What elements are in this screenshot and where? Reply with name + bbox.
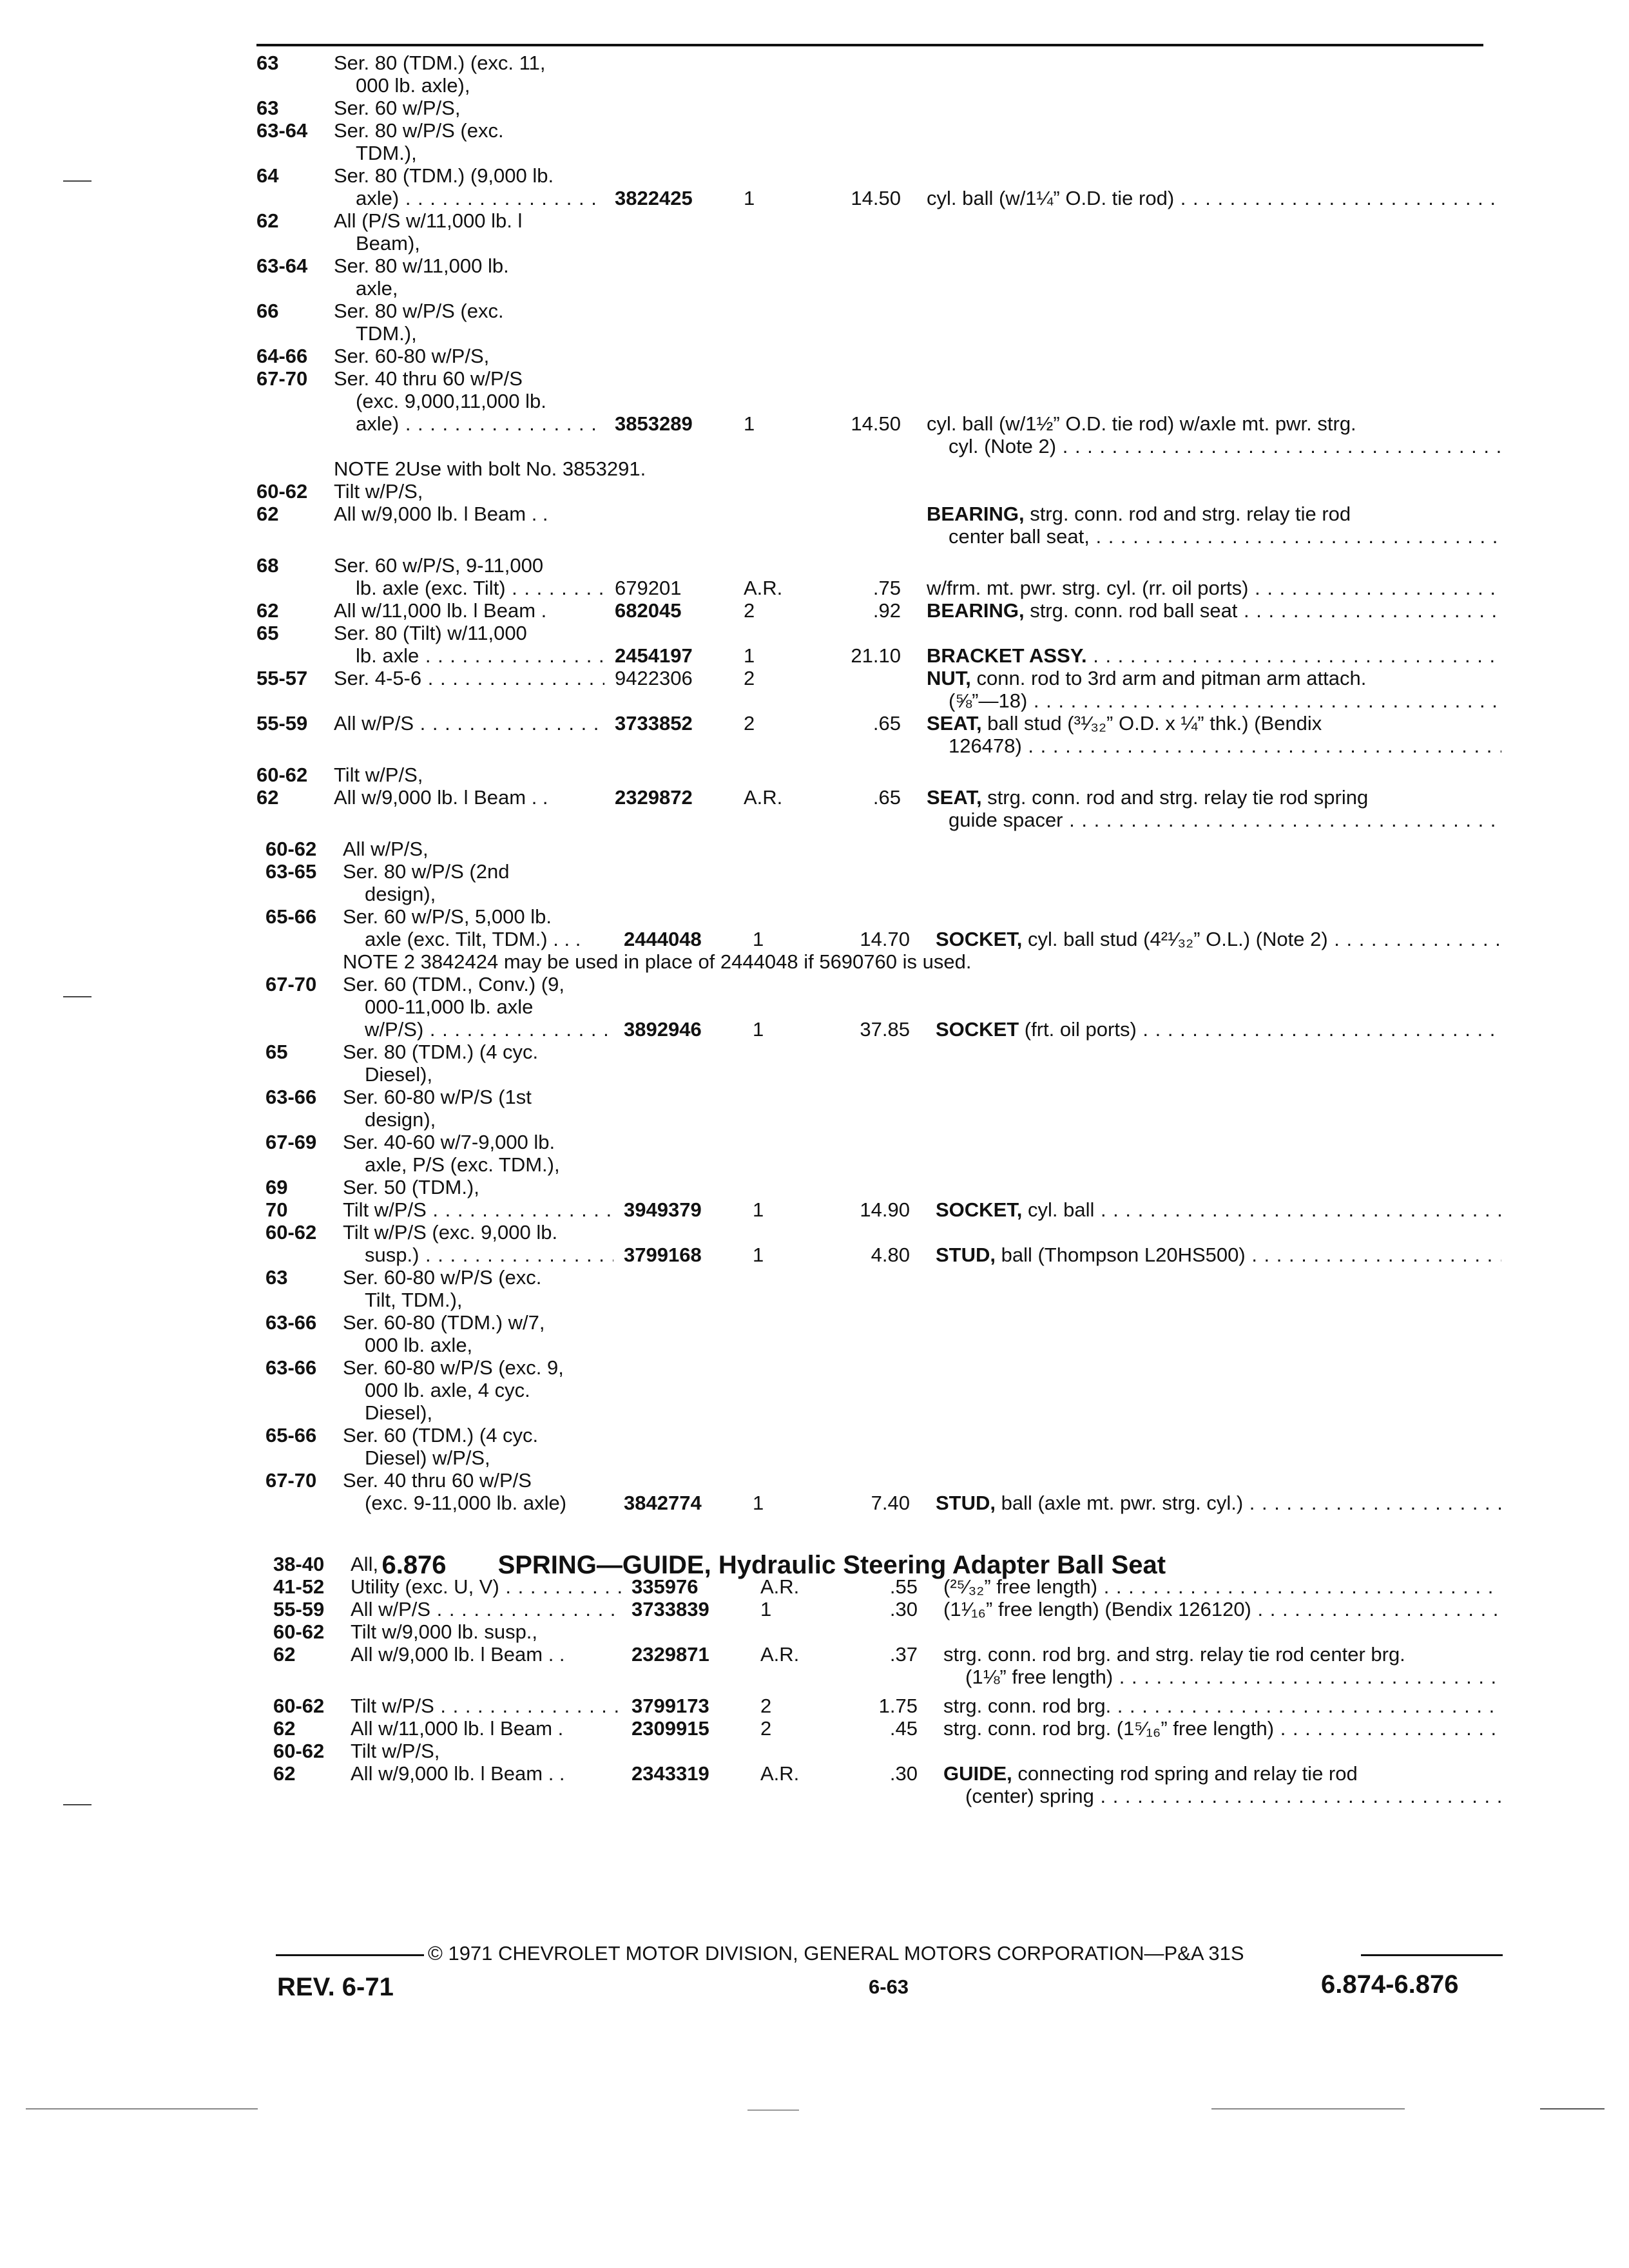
item-noun: BRACKET ASSY.: [927, 644, 1087, 667]
application-description: Ser. 40 thru 60 w/P/S: [334, 367, 523, 390]
list-price: 4.80: [871, 1244, 910, 1266]
application-description: design),: [365, 1108, 436, 1131]
item-description: [927, 599, 1501, 622]
application-description: Tilt w/P/S,: [334, 480, 423, 503]
model-year: 68: [256, 554, 279, 577]
quantity: A.R.: [744, 786, 783, 809]
scan-edge-line: [747, 2109, 799, 2111]
footer-rule-left: [276, 1954, 424, 1956]
application-description: All w/9,000 lb. l Beam . .: [351, 1762, 565, 1785]
item-description: (center) spring . . .: [965, 1785, 1501, 1808]
model-year: 65: [265, 1041, 288, 1063]
application-description: Beam),: [356, 232, 420, 255]
application-description: Ser. 80 w/P/S (exc.: [334, 119, 504, 142]
list-price: .92: [872, 599, 901, 622]
model-year: 69: [265, 1176, 288, 1198]
item-noun: SOCKET,: [936, 928, 1023, 950]
application-description: axle, P/S (exc. TDM.),: [365, 1153, 560, 1176]
application-description: All w/P/S,: [343, 838, 429, 860]
application-description: NOTE 2 3842424 may be used in place of 2444048 if 5690760 is used.: [343, 950, 972, 973]
application-description: TDM.),: [356, 142, 417, 164]
model-year: 70: [265, 1198, 288, 1221]
quantity: 1: [744, 412, 755, 435]
application-description: Ser. 60 w/P/S, 5,000 lb.: [343, 905, 552, 928]
quantity: 1: [753, 1018, 764, 1041]
model-year: 67-70: [265, 973, 317, 995]
list-price: .30: [889, 1762, 918, 1785]
application-description: All w/P/S . . .: [334, 712, 604, 735]
item-description: (1¹⁄₁₆” free length) (Bendix 126120) . . .: [943, 1598, 1501, 1621]
item-noun: GUIDE,: [943, 1762, 1012, 1785]
scan-edge-line: [26, 2108, 258, 2109]
model-year: 60-62: [256, 480, 308, 503]
margin-mark: [63, 180, 92, 182]
application-description: Ser. 80 (TDM.) (4 cyc.: [343, 1041, 539, 1063]
application-description: susp.) . . .: [365, 1244, 613, 1267]
item-noun: SEAT,: [927, 712, 982, 735]
application-description: Ser. 60-80 w/P/S (1st: [343, 1086, 532, 1108]
application-description: axle) . . .: [356, 412, 604, 436]
item-description: strg. conn. rod brg. (1⁵⁄₁₆” free length) . . .: [943, 1717, 1501, 1740]
part-number: 3822425: [615, 187, 693, 209]
item-description: (1⅛” free length) . . .: [965, 1666, 1501, 1689]
item-detail: ball (axle mt. pwr. strg. cyl.): [996, 1492, 1244, 1514]
footer-rule-right: [1361, 1954, 1503, 1956]
item-description: w/frm. mt. pwr. strg. cyl. (rr. oil ports) . . .: [927, 577, 1501, 600]
model-year: 63-66: [265, 1356, 317, 1379]
top-rule: [256, 44, 1483, 46]
application-description: Ser. 80 (TDM.) (9,000 lb.: [334, 164, 554, 187]
application-description: 000 lb. axle, 4 cyc.: [365, 1379, 530, 1401]
item-description: [943, 1762, 1501, 1785]
quantity: 2: [744, 599, 755, 622]
application-description: Ser. 80 w/P/S (2nd: [343, 860, 510, 883]
part-number: 2454197: [615, 644, 693, 667]
quantity: 2: [760, 1717, 772, 1740]
part-number: 3799168: [624, 1244, 702, 1266]
list-price: 14.50: [851, 412, 901, 435]
model-year: 41-52: [273, 1575, 325, 1598]
footer-copyright: © 1971 CHEVROLET MOTOR DIVISION, GENERAL MOTORS CORPORATION—P&A 31S: [428, 1942, 1244, 1965]
model-year: 38-40: [273, 1553, 325, 1575]
part-number: 3733852: [615, 712, 693, 735]
application-description: Ser. 4-5-6 . . .: [334, 667, 604, 690]
model-year: 60-62: [256, 764, 308, 786]
item-detail: strg. conn. rod and strg. relay tie rod: [1024, 503, 1351, 525]
quantity: A.R.: [760, 1575, 800, 1598]
item-description: [936, 1018, 1501, 1041]
application-description: All w/9,000 lb. l Beam . .: [334, 503, 548, 525]
application-description: Tilt w/9,000 lb. susp.,: [351, 1620, 538, 1643]
item-description: (⅝”—18) . . .: [949, 689, 1501, 713]
model-year: 63-66: [265, 1086, 317, 1108]
quantity: 1: [744, 644, 755, 667]
application-description: 000 lb. axle),: [356, 74, 470, 97]
application-description: Ser. 40 thru 60 w/P/S: [343, 1469, 532, 1492]
item-detail: cyl. ball: [1022, 1198, 1095, 1221]
item-description: [927, 667, 1501, 690]
model-year: 62: [273, 1717, 296, 1740]
part-number: 2343319: [631, 1762, 709, 1785]
item-description: [936, 928, 1501, 951]
item-description: [936, 1492, 1501, 1515]
application-description: Diesel),: [365, 1401, 433, 1424]
model-year: 60-62: [273, 1620, 325, 1643]
list-price: 21.10: [851, 644, 901, 667]
application-description: Diesel),: [365, 1063, 433, 1086]
model-year: 62: [256, 209, 279, 232]
model-year: 60-62: [273, 1695, 325, 1717]
application-description: Ser. 60 (TDM., Conv.) (9,: [343, 973, 564, 995]
model-year: 60-62: [265, 1221, 317, 1244]
list-price: .37: [889, 1643, 918, 1666]
model-year: 62: [273, 1643, 296, 1666]
application-description: 000 lb. axle,: [365, 1334, 473, 1356]
application-description: All w/9,000 lb. l Beam . .: [334, 786, 548, 809]
item-description: cyl. ball (w/1½” O.D. tie rod) w/axle mt. pwr. strg.: [927, 412, 1356, 435]
list-price: .55: [889, 1575, 918, 1598]
item-description: [936, 1244, 1501, 1267]
item-noun: SOCKET,: [936, 1198, 1023, 1221]
item-detail: ball (Thompson L20HS500): [996, 1244, 1246, 1266]
model-year: 63: [265, 1266, 288, 1289]
application-description: Ser. 40-60 w/7-9,000 lb.: [343, 1131, 555, 1153]
model-year: 55-59: [256, 712, 308, 735]
application-description: Ser. 60-80 w/P/S (exc.: [343, 1266, 542, 1289]
list-price: 7.40: [871, 1492, 910, 1514]
item-description: 126478) . . .: [949, 735, 1501, 758]
model-year: 67-70: [265, 1469, 317, 1492]
quantity: 2: [744, 712, 755, 735]
part-number: 335976: [631, 1575, 699, 1598]
part-number: 3892946: [624, 1018, 702, 1041]
application-description: Ser. 60 w/P/S, 9-11,000: [334, 554, 544, 577]
list-price: .65: [872, 712, 901, 735]
model-year: 64-66: [256, 345, 308, 367]
quantity: 1: [744, 187, 755, 209]
application-description: Utility (exc. U, V) . . .: [351, 1575, 621, 1599]
item-description: strg. conn. rod brg. and strg. relay tie rod center brg.: [943, 1643, 1405, 1666]
quantity: 1: [753, 1198, 764, 1221]
item-description: cyl. (Note 2) . . .: [949, 435, 1501, 458]
application-description: axle) . . .: [356, 187, 604, 210]
list-price: .65: [872, 786, 901, 809]
application-description: Ser. 80 (TDM.) (exc. 11,: [334, 52, 546, 74]
part-number: 2329871: [631, 1643, 709, 1666]
model-year: 63-66: [265, 1311, 317, 1334]
item-detail: strg. conn. rod ball seat: [1024, 599, 1238, 622]
model-year: 64: [256, 164, 279, 187]
model-year: 63-65: [265, 860, 317, 883]
application-description: All w/11,000 lb. l Beam .: [334, 599, 547, 622]
scan-edge-line: [1540, 2108, 1605, 2109]
application-description: Ser. 60-80 w/P/S,: [334, 345, 490, 367]
application-description: Ser. 60 (TDM.) (4 cyc.: [343, 1424, 539, 1446]
application-description: NOTE 2Use with bolt No. 3853291.: [334, 457, 646, 480]
item-detail: ball stud (³¹⁄₃₂” O.D. x ¼” thk.) (Bendix: [981, 712, 1322, 735]
part-number: 679201: [615, 577, 682, 599]
margin-mark: [63, 1804, 92, 1805]
section-title: SPRING—GUIDE, Hydraulic Steering Adapter Ball Seat: [497, 1551, 1166, 1579]
application-description: TDM.),: [356, 322, 417, 345]
list-price: 14.50: [851, 187, 901, 209]
list-price: 37.85: [860, 1018, 910, 1041]
application-description: design),: [365, 883, 436, 905]
application-description: Ser. 60-80 w/P/S (exc. 9,: [343, 1356, 564, 1379]
application-description: Ser. 50 (TDM.),: [343, 1176, 479, 1198]
model-year: 55-59: [273, 1598, 325, 1620]
model-year: 63-64: [256, 119, 308, 142]
application-description: Tilt w/P/S . . .: [351, 1695, 621, 1718]
quantity: A.R.: [760, 1643, 800, 1666]
model-year: 63: [256, 97, 279, 119]
model-year: 62: [256, 599, 279, 622]
list-price: .30: [889, 1598, 918, 1620]
quantity: 1: [753, 1492, 764, 1514]
application-description: All (P/S w/11,000 lb. l: [334, 209, 523, 232]
model-year: 65-66: [265, 905, 317, 928]
footer-revision: REV. 6-71: [277, 1973, 394, 2001]
list-price: 1.75: [878, 1695, 918, 1717]
quantity: 1: [753, 928, 764, 950]
quantity: A.R.: [744, 577, 783, 599]
item-noun: BEARING,: [927, 599, 1025, 622]
item-noun: STUD,: [936, 1244, 996, 1266]
part-number: 9422306: [615, 667, 693, 689]
part-number: 3799173: [631, 1695, 709, 1717]
item-description: center ball seat, . . .: [949, 525, 1501, 548]
model-year: 60-62: [265, 838, 317, 860]
application-description: Ser. 80 w/P/S (exc.: [334, 300, 504, 322]
application-description: (exc. 9,000,11,000 lb.: [356, 390, 546, 412]
item-description: [927, 644, 1501, 668]
application-description: Ser. 60-80 (TDM.) w/7,: [343, 1311, 545, 1334]
part-number: 2444048: [624, 928, 702, 950]
list-price: 14.70: [860, 928, 910, 950]
application-description: Ser. 80 (Tilt) w/11,000: [334, 622, 527, 644]
item-description: [927, 712, 1501, 735]
application-description: Ser. 60 w/P/S,: [334, 97, 461, 119]
application-description: axle (exc. Tilt, TDM.) . . .: [365, 928, 581, 950]
application-description: Tilt w/P/S (exc. 9,000 lb.: [343, 1221, 558, 1244]
part-number: 3733839: [631, 1598, 709, 1620]
part-number: 2309915: [631, 1717, 709, 1740]
part-number: 2329872: [615, 786, 693, 809]
margin-mark: [63, 996, 92, 997]
item-description: strg. conn. rod brg. . . .: [943, 1695, 1501, 1718]
application-description: Tilt w/P/S . . .: [343, 1198, 613, 1222]
part-number: 3842774: [624, 1492, 702, 1514]
model-year: 65-66: [265, 1424, 317, 1446]
application-description: Tilt w/P/S,: [351, 1740, 440, 1762]
quantity: A.R.: [760, 1762, 800, 1785]
model-year: 62: [273, 1762, 296, 1785]
model-year: 63-64: [256, 255, 308, 277]
application-description: Ser. 80 w/11,000 lb.: [334, 255, 509, 277]
item-noun: BEARING,: [927, 503, 1025, 525]
item-description: [936, 1198, 1501, 1222]
item-noun: SOCKET: [936, 1018, 1019, 1041]
quantity: 1: [753, 1244, 764, 1266]
item-detail: cyl. ball stud (4²¹⁄₃₂” O.L.) (Note 2): [1022, 928, 1328, 950]
application-description: All w/9,000 lb. l Beam . .: [351, 1643, 565, 1666]
application-description: lb. axle (exc. Tilt) . . .: [356, 577, 604, 600]
section-number: 6.876: [381, 1551, 447, 1579]
item-description: (²⁵⁄₃₂” free length) . . .: [943, 1575, 1501, 1599]
application-description: All w/11,000 lb. l Beam .: [351, 1717, 564, 1740]
application-description: All w/P/S . . .: [351, 1598, 621, 1621]
item-description: [927, 786, 1501, 809]
part-number: 682045: [615, 599, 682, 622]
quantity: 1: [760, 1598, 772, 1620]
model-year: 60-62: [273, 1740, 325, 1762]
application-description: 000-11,000 lb. axle: [365, 995, 534, 1018]
item-description: cyl. ball (w/1¼” O.D. tie rod) . . .: [927, 187, 1501, 210]
item-description: guide spacer . . .: [949, 809, 1501, 832]
model-year: 62: [256, 503, 279, 525]
item-detail: strg. conn. rod and strg. relay tie rod spring: [981, 786, 1369, 809]
item-detail: connecting rod spring and relay tie rod: [1012, 1762, 1358, 1785]
list-price: .45: [889, 1717, 918, 1740]
application-description: lb. axle . . .: [356, 644, 604, 668]
application-description: Tilt, TDM.),: [365, 1289, 463, 1311]
item-detail: conn. rod to 3rd arm and pitman arm attach.: [970, 667, 1367, 689]
application-description: w/P/S) . . .: [365, 1018, 613, 1041]
item-description: [927, 503, 1501, 526]
model-year: 62: [256, 786, 279, 809]
model-year: 63: [256, 52, 279, 74]
application-description: Tilt w/P/S,: [334, 764, 423, 786]
model-year: 66: [256, 300, 279, 322]
model-year: 65: [256, 622, 279, 644]
scan-edge-line: [1211, 2108, 1405, 2109]
item-detail: (frt. oil ports): [1019, 1018, 1137, 1041]
quantity: 2: [760, 1695, 772, 1717]
part-number: 3853289: [615, 412, 693, 435]
model-year: 67-70: [256, 367, 308, 390]
list-price: 14.90: [860, 1198, 910, 1221]
application-description: (exc. 9-11,000 lb. axle): [365, 1492, 567, 1514]
application-description: Diesel) w/P/S,: [365, 1446, 490, 1469]
model-year: 55-57: [256, 667, 308, 689]
part-number: 3949379: [624, 1198, 702, 1221]
footer-section-range: 6.874-6.876: [1321, 1970, 1459, 1999]
footer-page-number: 6-63: [869, 1975, 909, 1998]
application-description: axle,: [356, 277, 398, 300]
model-year: 67-69: [265, 1131, 317, 1153]
item-noun: STUD,: [936, 1492, 996, 1514]
item-noun: SEAT,: [927, 786, 982, 809]
application-description: All,: [351, 1553, 379, 1575]
item-noun: NUT,: [927, 667, 971, 689]
quantity: 2: [744, 667, 755, 689]
list-price: .75: [872, 577, 901, 599]
